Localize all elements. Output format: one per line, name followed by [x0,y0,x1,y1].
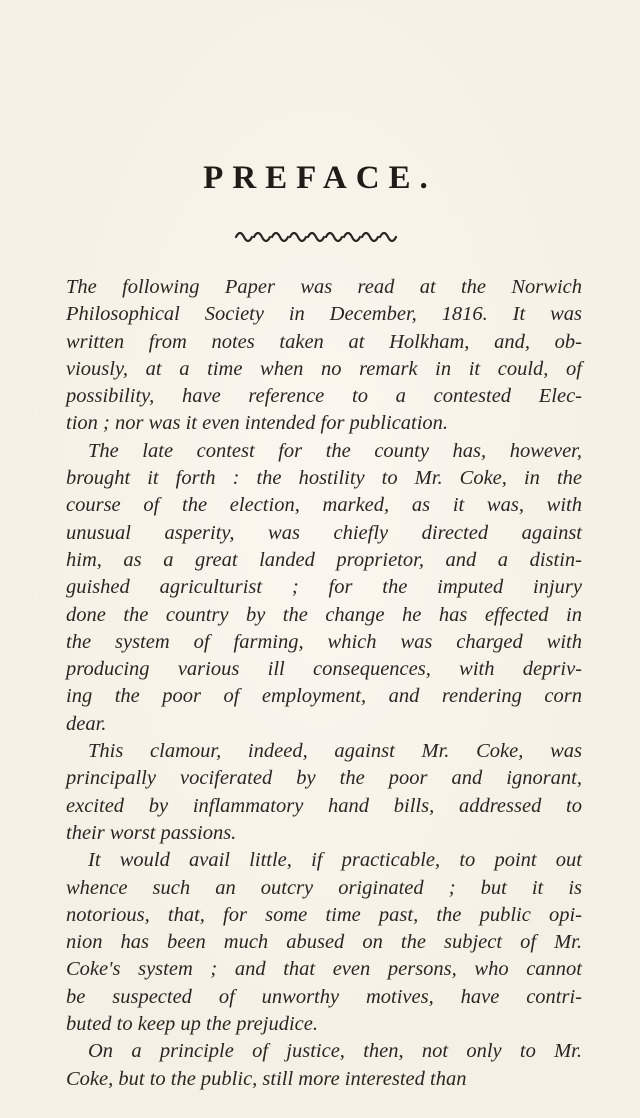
text-line: Coke's system ; and that even persons, who cannot [66,958,582,981]
text-line: On a principle of justice, then, not only to Mr. [88,1040,582,1063]
text-line: their worst passions. [66,821,237,844]
text-line: viously, at a time when no remark in it could, of [66,357,582,380]
text-line: This clamour, indeed, against Mr. Coke, was [88,740,582,763]
text-line: It would avail little, if practicable, to point out [88,849,582,872]
text-line: done the country by the change he has effected in [66,603,582,626]
text-line: course of the election, marked, as it was, with [66,494,582,517]
text-line: the system of farming, which was charged with [66,630,582,653]
paragraph [66,847,582,1038]
paragraph [66,738,582,847]
text-line: brought it forth : the hostility to Mr. Coke, in the [66,467,582,490]
text-line: be suspected of unworthy motives, have contri- [66,985,582,1008]
text-line: unusual asperity, was chiefly directed against [66,521,582,544]
text-line: nion has been much abused on the subject of Mr. [66,931,582,954]
wavy-fleuron-rule-icon [232,226,402,242]
paragraph [66,1038,582,1093]
text-line: ing the poor of employment, and rendering corn [66,685,582,708]
text-line: dear. [66,712,107,735]
text-line: principally vociferated by the poor and ignorant, [66,767,582,790]
text-line: possibility, have reference to a contested Elec- [66,385,582,408]
text-line: The late contest for the county has, however, [88,439,582,462]
text-line: excited by inflammatory hand bills, addressed to [66,794,582,817]
text-line: Coke, but to the public, still more interested than [66,1067,467,1090]
text-line: tion ; nor was it even intended for publication. [66,412,449,435]
page-title: PREFACE. [203,160,437,196]
paragraph [66,274,582,438]
text-line: buted to keep up the prejudice. [66,1013,318,1036]
text-line: guished agriculturist ; for the imputed injury [66,576,582,599]
text-line: producing various ill consequences, with depriv- [66,658,582,681]
text-line: whence such an outcry originated ; but it is [66,876,582,899]
text-line: written from notes taken at Holkham, and, ob- [66,330,582,353]
text-line: The following Paper was read at the Norwich [66,276,582,298]
text-line: Philosophical Society in December, 1816. It was [66,303,582,326]
paragraph [66,438,582,738]
text-line: notorious, that, for some time past, the public opi- [66,903,582,926]
preface-body [66,274,582,1093]
text-line: him, as a great landed proprietor, and a distin- [66,548,582,571]
